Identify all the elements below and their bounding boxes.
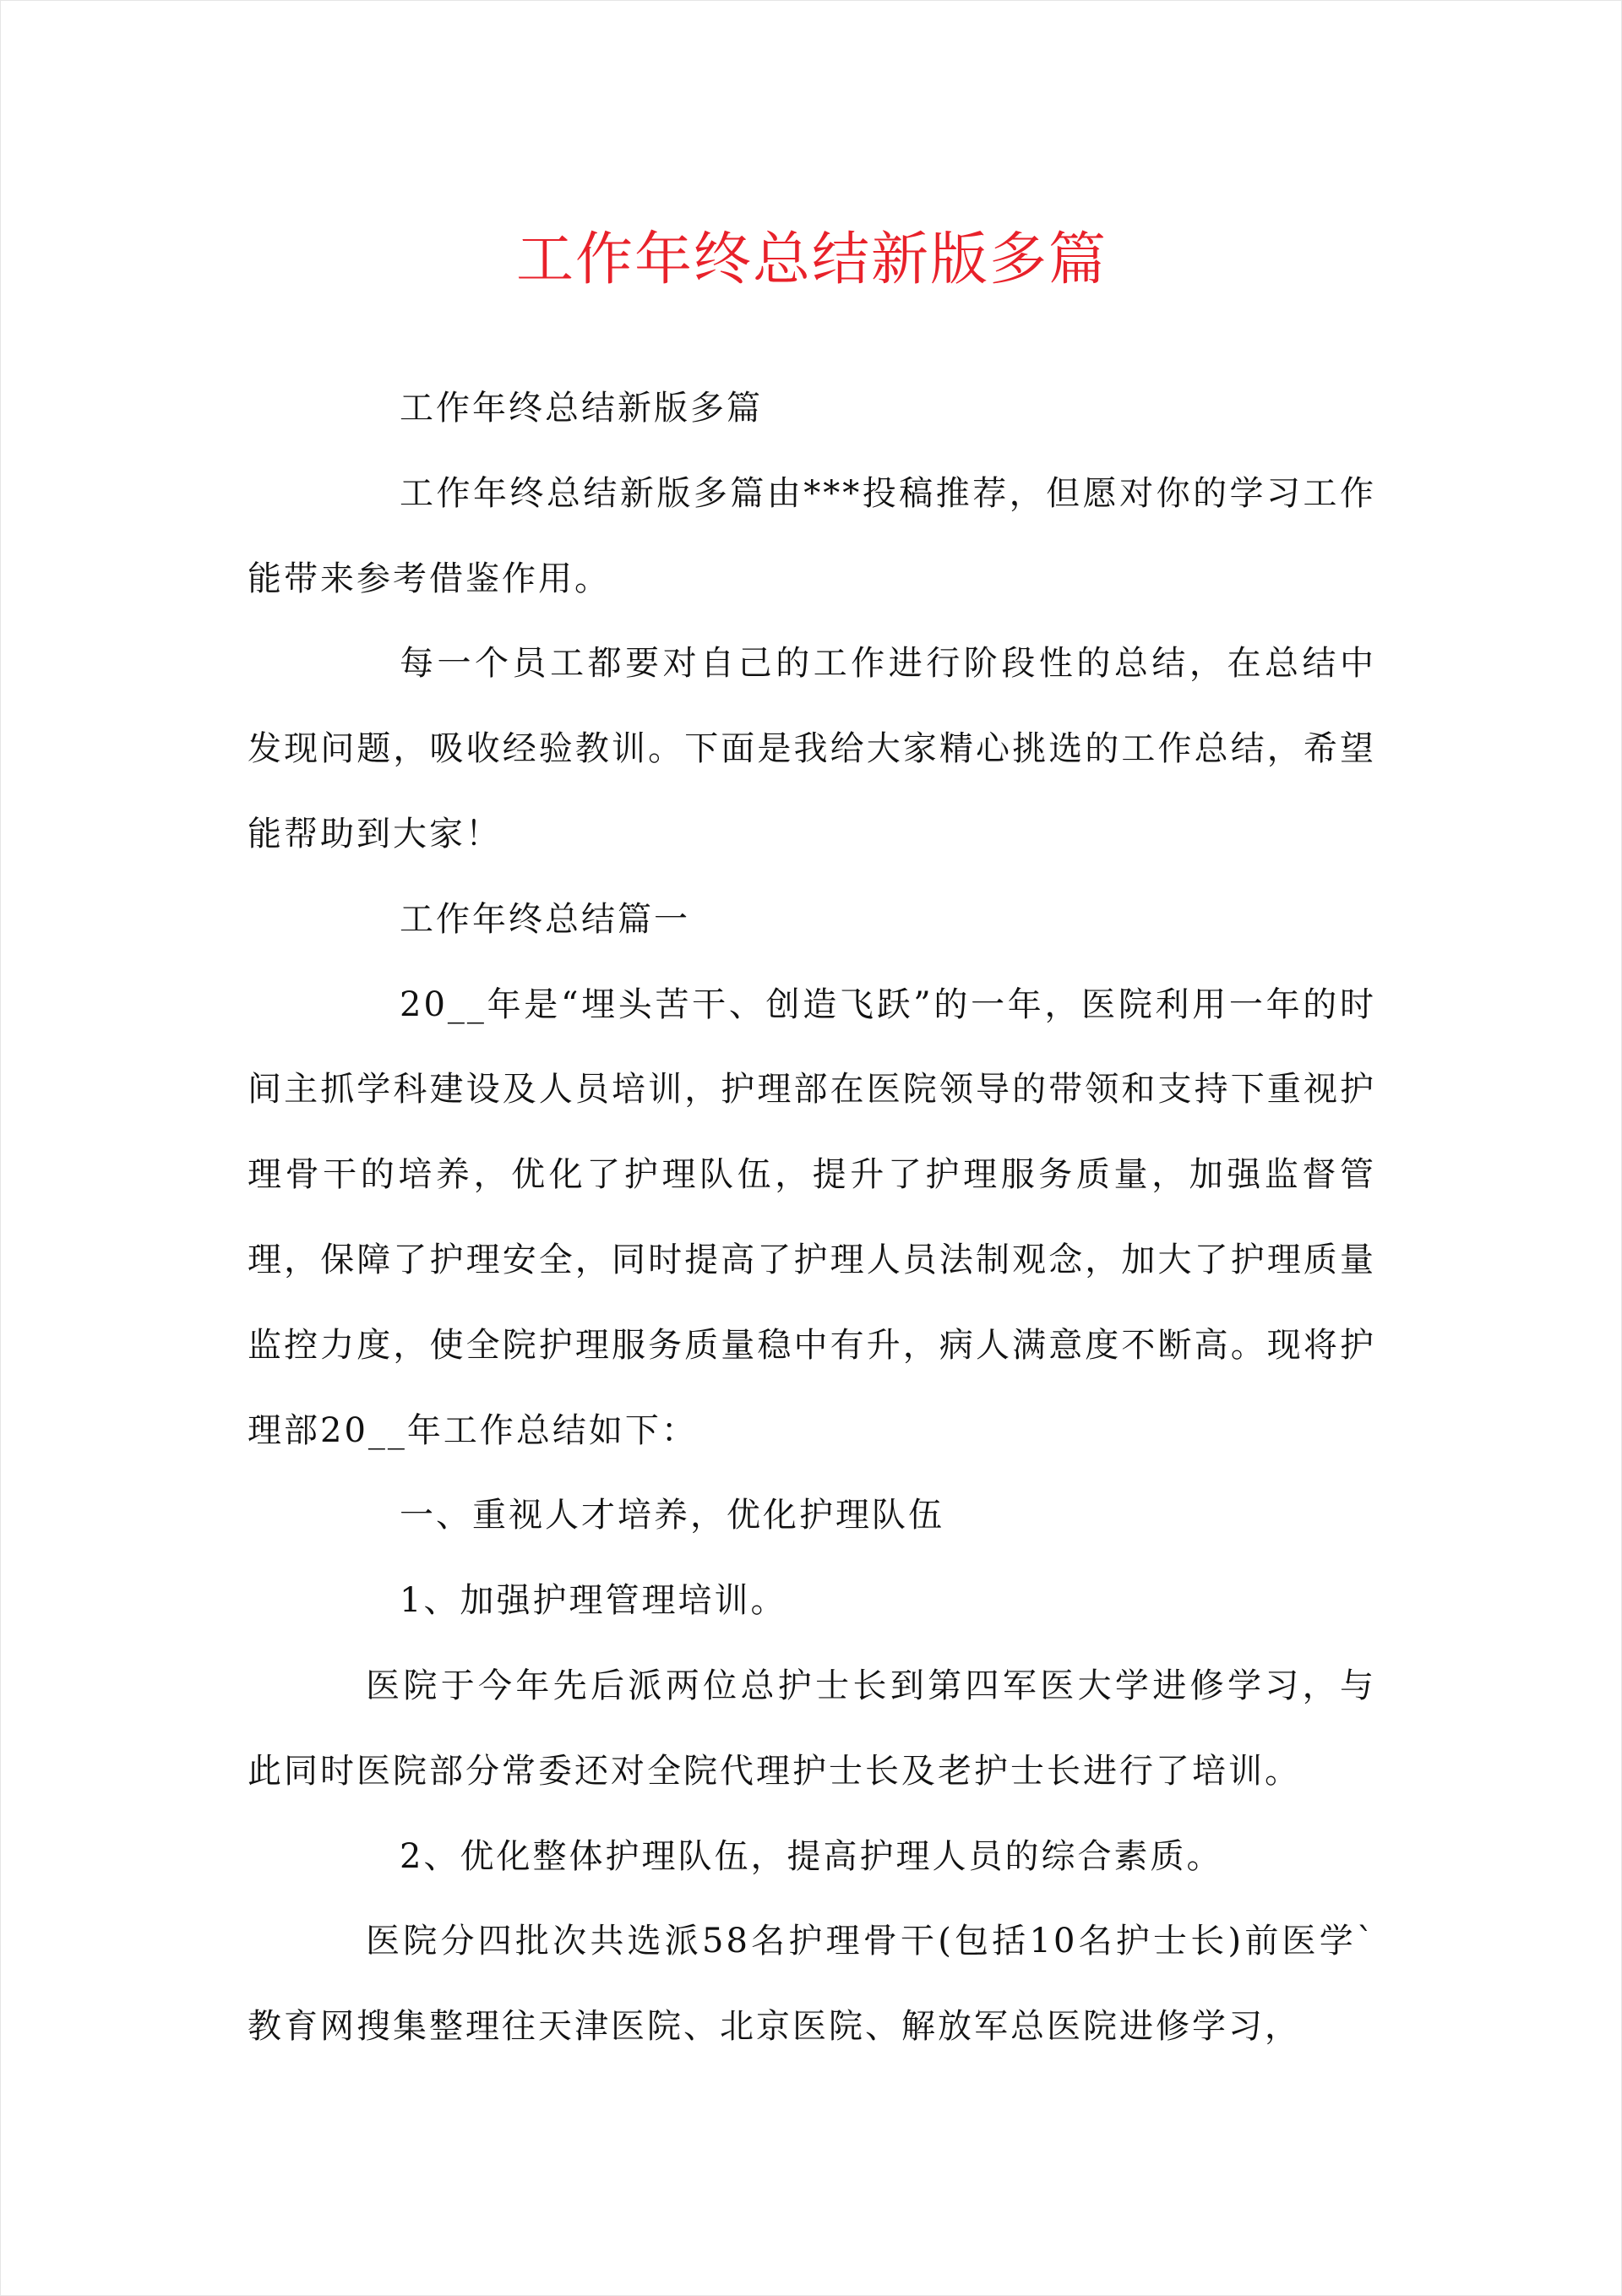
paragraph-preface: 每一个员工都要对自己的工作进行阶段性的总结，在总结中发现问题，吸收经验教训。下面是我给大家精心挑选的工作总结，希望能帮助到大家！ (248, 644, 1376, 854)
paragraph-intro: 工作年终总结新版多篇由***投稿推荐，但愿对你的学习工作能带来参考借鉴作用。 (248, 473, 1376, 598)
document-body (248, 366, 1376, 2070)
list-item: 2、优化整体护理队伍，提高护理人员的综合素质。 (400, 1836, 1223, 1876)
paragraph-summary: 20__年是“埋头苦干、创造飞跃”的一年，医院利用一年的时间主抓学科建设及人员培训，护理部在医院领导的带领和支持下重视护理骨干的培养，优化了护理队伍，提升了护理服务质量，加强监督管理，保障了护理安全，同时提高了护理人员法制观念，加大了护理质量监控力度，使全院护理服务质量稳中有升，病人满意度不断高。现将护理部20__年工作总结如下： (248, 984, 1376, 1450)
paragraph-training: 医院于今年先后派两位总护士长到第四军医大学进修学习，与此同时医院部分常委还对全院代理护士长及老护士长进行了培训。 (248, 1666, 1376, 1791)
section-heading-one: 工作年终总结篇一 (400, 899, 690, 939)
subsection-heading: 一、重视人才培养，优化护理队伍 (400, 1496, 944, 1535)
paragraph-dispatch: 医院分四批次共选派58名护理骨干(包括10名护士长)前医学`教育网搜集整理往天津医院、北京医院、解放军总医院进修学习， (248, 1922, 1376, 2047)
paragraph-subtitle: 工作年终总结新版多篇 (400, 389, 763, 428)
list-item: 1、加强护理管理培训。 (400, 1581, 787, 1621)
page-title: 工作年终总结新版多篇 (515, 226, 1108, 293)
